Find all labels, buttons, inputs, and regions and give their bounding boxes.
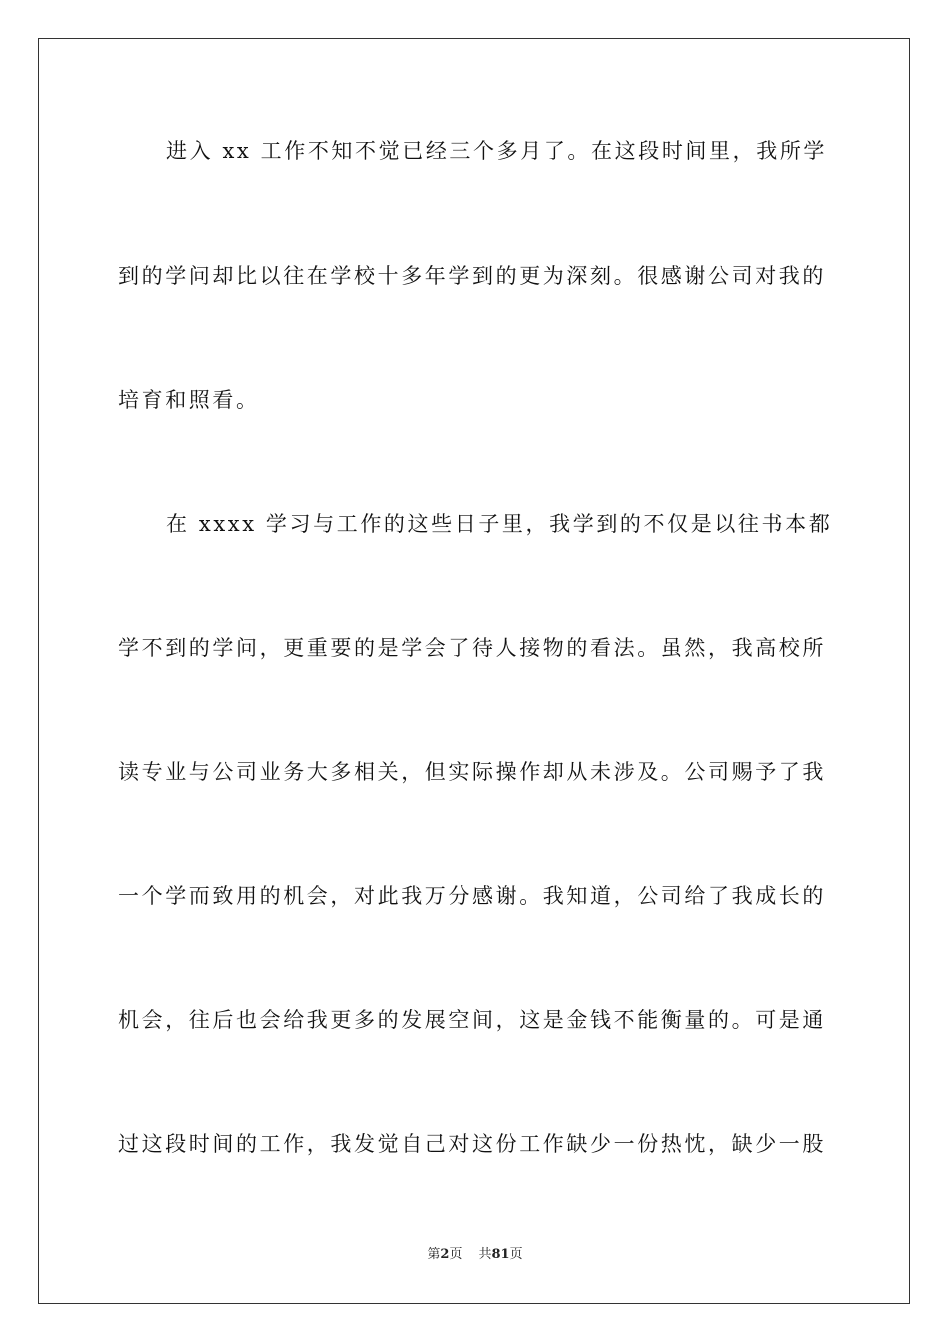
paragraph-1-line-2: 到的学问却比以往在学校十多年学到的更为深刻。很感谢公司对我的 <box>118 264 826 288</box>
total-prefix: 共 <box>478 1247 492 1262</box>
paragraph-1-line-1: 进入 xx 工作不知不觉已经三个多月了。在这段时间里，我所学 <box>166 139 828 163</box>
paragraph-1-line-3: 培育和照看。 <box>118 388 260 412</box>
page-footer <box>0 1246 950 1264</box>
page-suffix: 页 <box>449 1247 463 1262</box>
paragraph-2-line-5: 机会，往后也会给我更多的发展空间，这是金钱不能衡量的。可是通 <box>118 1008 826 1032</box>
paragraph-2-line-2: 学不到的学问，更重要的是学会了待人接物的看法。虽然，我高校所 <box>118 636 826 660</box>
page-prefix: 第 <box>427 1247 441 1262</box>
total-pages: 81 <box>491 1247 510 1262</box>
page-border <box>38 38 910 1304</box>
paragraph-2-line-3: 读专业与公司业务大多相关，但实际操作却从未涉及。公司赐予了我 <box>118 760 826 784</box>
page-number: 2 <box>440 1247 450 1262</box>
paragraph-2-line-4: 一个学而致用的机会，对此我万分感谢。我知道，公司给了我成长的 <box>118 884 826 908</box>
total-suffix: 页 <box>509 1247 523 1262</box>
paragraph-2-line-6: 过这段时间的工作，我发觉自己对这份工作缺少一份热忱，缺少一股 <box>118 1132 826 1156</box>
paragraph-2-line-1: 在 xxxx 学习与工作的这些日子里，我学到的不仅是以往书本都 <box>166 512 833 536</box>
